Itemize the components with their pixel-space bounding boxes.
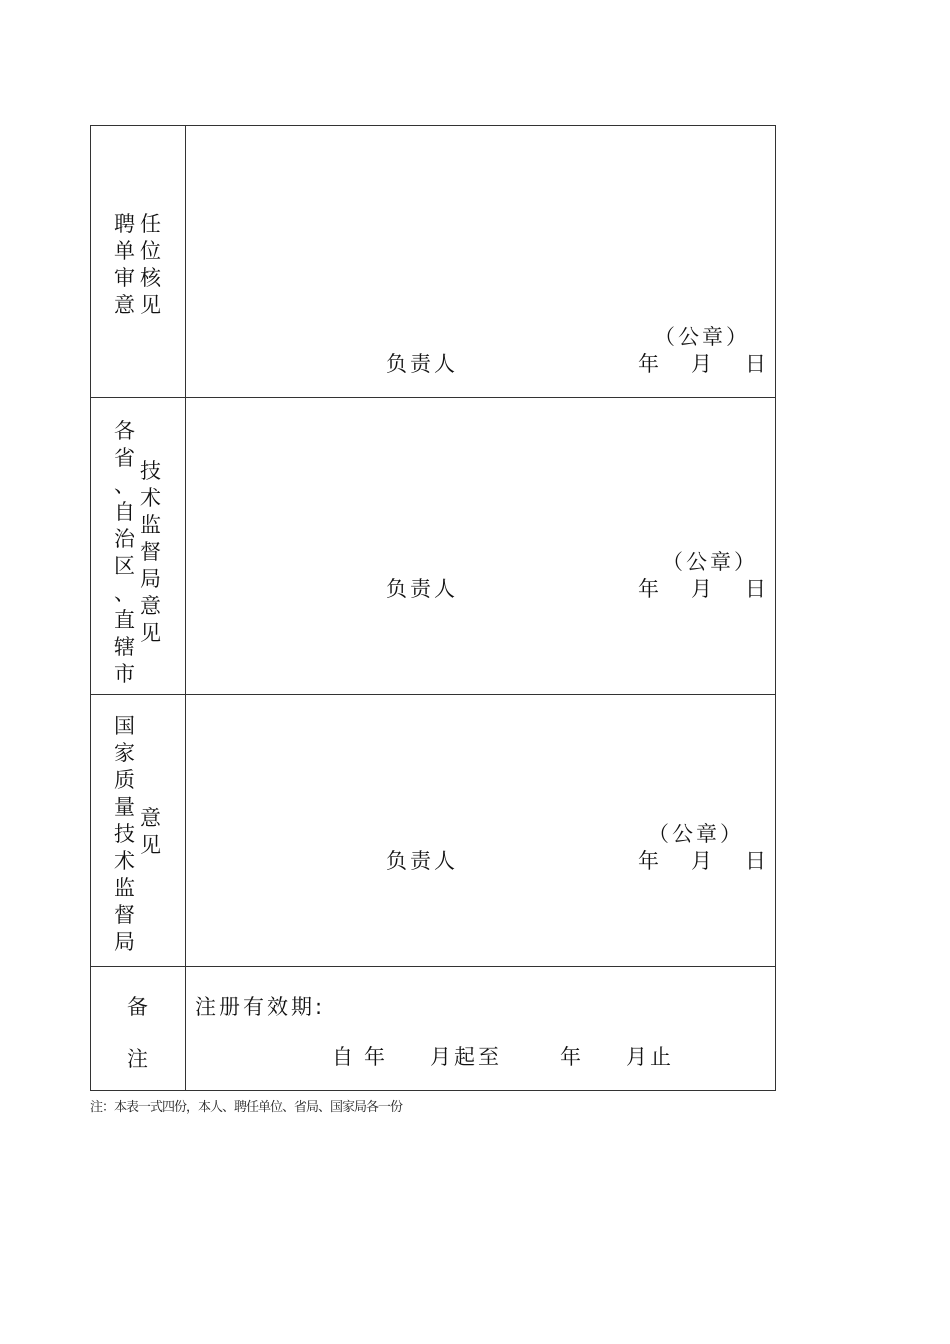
month-label: 月 bbox=[691, 849, 715, 873]
opinion-area[interactable] bbox=[190, 131, 770, 321]
opinion-area[interactable] bbox=[190, 701, 770, 811]
table-border-right bbox=[775, 125, 776, 1091]
remarks-label-top: 备 bbox=[127, 995, 151, 1019]
year-label: 年 bbox=[638, 352, 662, 376]
row-label-col-b: 任 位 核 见 bbox=[140, 212, 161, 317]
responsible-label: 负责人 bbox=[386, 352, 458, 376]
row-label-col-b: 意 见 bbox=[140, 806, 161, 857]
responsible-label: 负责人 bbox=[386, 577, 458, 601]
seal-label: （公章） bbox=[654, 325, 750, 349]
year-label: 年 bbox=[638, 849, 662, 873]
table-border-top bbox=[90, 125, 776, 126]
validity-year-end: 年 bbox=[560, 1045, 584, 1069]
day-label: 日 bbox=[745, 849, 769, 873]
seal-label: （公章） bbox=[662, 550, 758, 574]
table-border-left bbox=[90, 125, 91, 1091]
responsible-label: 负责人 bbox=[386, 849, 458, 873]
validity-month-end: 月止 bbox=[626, 1045, 674, 1069]
month-label: 月 bbox=[691, 352, 715, 376]
validity-year-start: 年 bbox=[364, 1045, 388, 1069]
row-label-col-a: 国 家 质 量 技 术 监 督 局 bbox=[114, 714, 135, 954]
column-divider bbox=[185, 125, 186, 1091]
validity-month-start: 月起至 bbox=[430, 1045, 502, 1069]
row-label-col-a: 各 省 、 自 治 区 、 直 辖 市 bbox=[114, 419, 135, 686]
validity-label: 注册有效期: bbox=[195, 995, 326, 1019]
year-label: 年 bbox=[638, 577, 662, 601]
seal-label: （公章） bbox=[648, 822, 744, 846]
table-border-bottom bbox=[90, 1090, 776, 1091]
day-label: 日 bbox=[745, 577, 769, 601]
approval-form-table bbox=[90, 125, 776, 1091]
day-label: 日 bbox=[745, 352, 769, 376]
footnote: 注：本表一式四份，本人、聘任单位、省局、国家局各一份 bbox=[90, 1100, 403, 1115]
row-divider bbox=[90, 966, 776, 967]
remarks-label-bottom: 注 bbox=[127, 1047, 151, 1071]
month-label: 月 bbox=[691, 577, 715, 601]
row-divider bbox=[90, 397, 776, 398]
row-divider bbox=[90, 694, 776, 695]
row-label-col-a: 聘 单 审 意 bbox=[114, 212, 135, 317]
opinion-area[interactable] bbox=[190, 405, 770, 545]
row-label-col-b: 技 术 监 督 局 意 见 bbox=[140, 459, 161, 645]
validity-from: 自 bbox=[332, 1045, 356, 1069]
